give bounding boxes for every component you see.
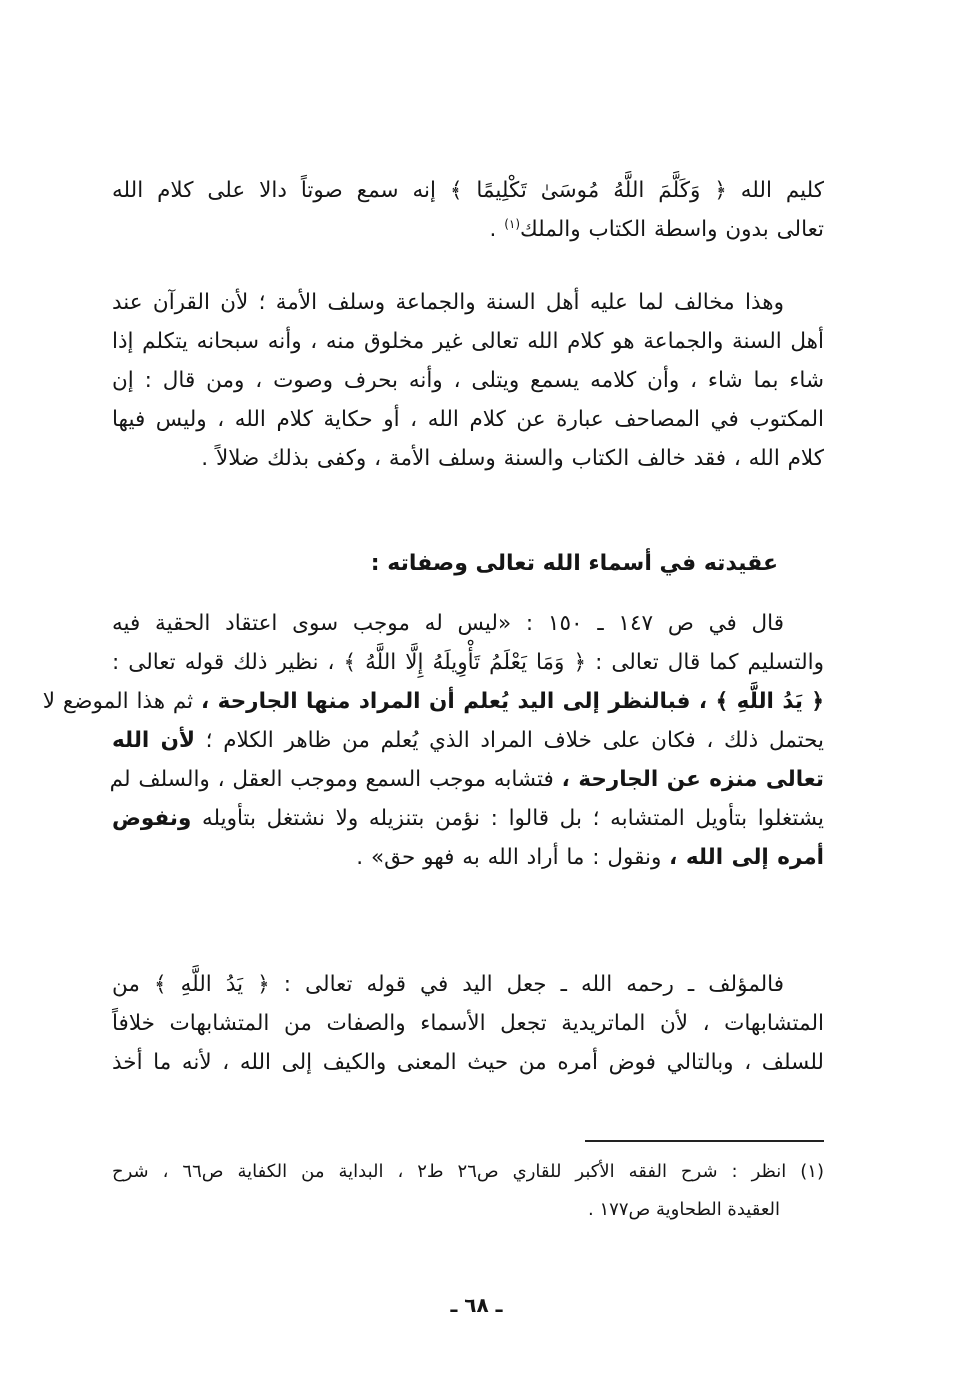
paragraph-ahl-sunnah [112, 283, 824, 478]
line-text: ونقول : ما أراد الله به فهو حق» . [356, 845, 670, 870]
paragraph-line [112, 838, 824, 877]
footnote-line [112, 1153, 824, 1191]
paragraph-author-view [112, 965, 824, 1082]
page-number: ـ ٦٨ ـ [450, 1293, 503, 1317]
paragraph-line: للسلف ، وبالتالي فوض أمره من حيث المعنى والكيف إلى الله ، لأنه ما أخذ [112, 1050, 824, 1075]
bold-phrase: ﴿ يَدُ اللَّهِ ﴾ ، فبالنظر إلى اليد يُعلم أن المراد منها الجارحة ، [201, 689, 824, 714]
line-text: ثم هذا الموضع لا [42, 689, 201, 714]
paragraph-kalim-allah [112, 171, 824, 249]
footnote-line: العقيدة الطحاوية ص١٧٧ . [588, 1199, 780, 1220]
footnote-divider [585, 1140, 824, 1142]
paragraph-line [112, 721, 824, 760]
paragraph-line: والتسليم كما قال تعالى : ﴿ وَمَا يَعْلَمُ تَأْوِيلَهُ إِلَّا اللَّهُ ﴾ ، نظير ذلك قوله تعالى : [112, 650, 824, 675]
paragraph-line: قال في ص ١٤٧ ـ ١٥٠ : «ليس له موجب سوى اعتقاد الحقية فيه [112, 611, 785, 636]
line-text: فتشابه موجب السمع وموجب العقل ، والسلف لم [109, 767, 562, 792]
paragraph-line: المكتوب في المصاحف عبارة عن كلام الله ، أو حكاية كلام الله ، وليس فيها [112, 407, 824, 432]
footnote [112, 1153, 824, 1229]
line-text: يحتمل ذلك ، فكان على خلاف المراد الذي يُعلم من ظاهر الكلام ؛ [194, 728, 825, 753]
paragraph-line [112, 799, 824, 838]
paragraph-line [112, 210, 824, 249]
section-heading: عقيدته في أسماء الله تعالى وصفاته : [370, 551, 778, 576]
paragraph-line: كليم الله ﴿ وَكَلَّمَ اللَّهُ مُوسَىٰ تَكْلِيمًا ﴾ إنه سمع صوتاً دالا على كلام الله [112, 178, 824, 203]
paragraph-line [42, 682, 824, 721]
paragraph-line: فالمؤلف ـ رحمه الله ـ جعل اليد في قوله تعالى : ﴿ يَدُ اللَّهِ ﴾ من [112, 972, 784, 997]
line-end: . [489, 217, 505, 242]
bold-phrase: لأن الله [112, 728, 195, 753]
bold-phrase: أمره إلى الله ، [669, 845, 824, 870]
footnote-text: انظر : شرح الفقه الأكبر للقاري ص٢٦ ط٢ ، البداية من الكفاية ص٦٦ ، شرح [112, 1161, 801, 1182]
paragraph-line: شاء بما شاء ، وأن كلامه يسمع ويتلى ، وأنه بحرف وصوت ، ومن قال : إن [112, 368, 824, 393]
line-text: يشتغلوا بتأويل المتشابه ؛ بل قالوا : نؤمن بتنزيله ولا نشتغل بتأويله [191, 806, 824, 831]
bold-phrase: تعالى منزه عن الجارحة ، [561, 767, 824, 792]
footnote-reference[interactable]: (١) [504, 216, 521, 231]
paragraph-quote [42, 604, 825, 877]
paragraph-line: أهل السنة والجماعة هو كلام الله تعالى غير مخلوق منه ، وأنه سبحانه يتكلم إذا [112, 329, 824, 354]
paragraph-line [109, 760, 824, 799]
paragraph-line: المتشابهات ، لأن الماتريدية تجعل الأسماء والصفات من المتشابهات خلافاً [112, 1011, 824, 1036]
bold-phrase: ونفوض [112, 806, 192, 831]
paragraph-line: كلام الله ، فقد خالف الكتاب والسنة وسلف الأمة ، وكفى بذلك ضلالاً . [201, 446, 824, 471]
paragraph-line: وهذا مخالف لما عليه أهل السنة والجماعة وسلف الأمة ؛ لأن القرآن عند [112, 290, 784, 315]
footnote-marker: (١) [800, 1161, 824, 1182]
line-text: تعالى بدون واسطة الكتاب والملك [520, 217, 824, 242]
